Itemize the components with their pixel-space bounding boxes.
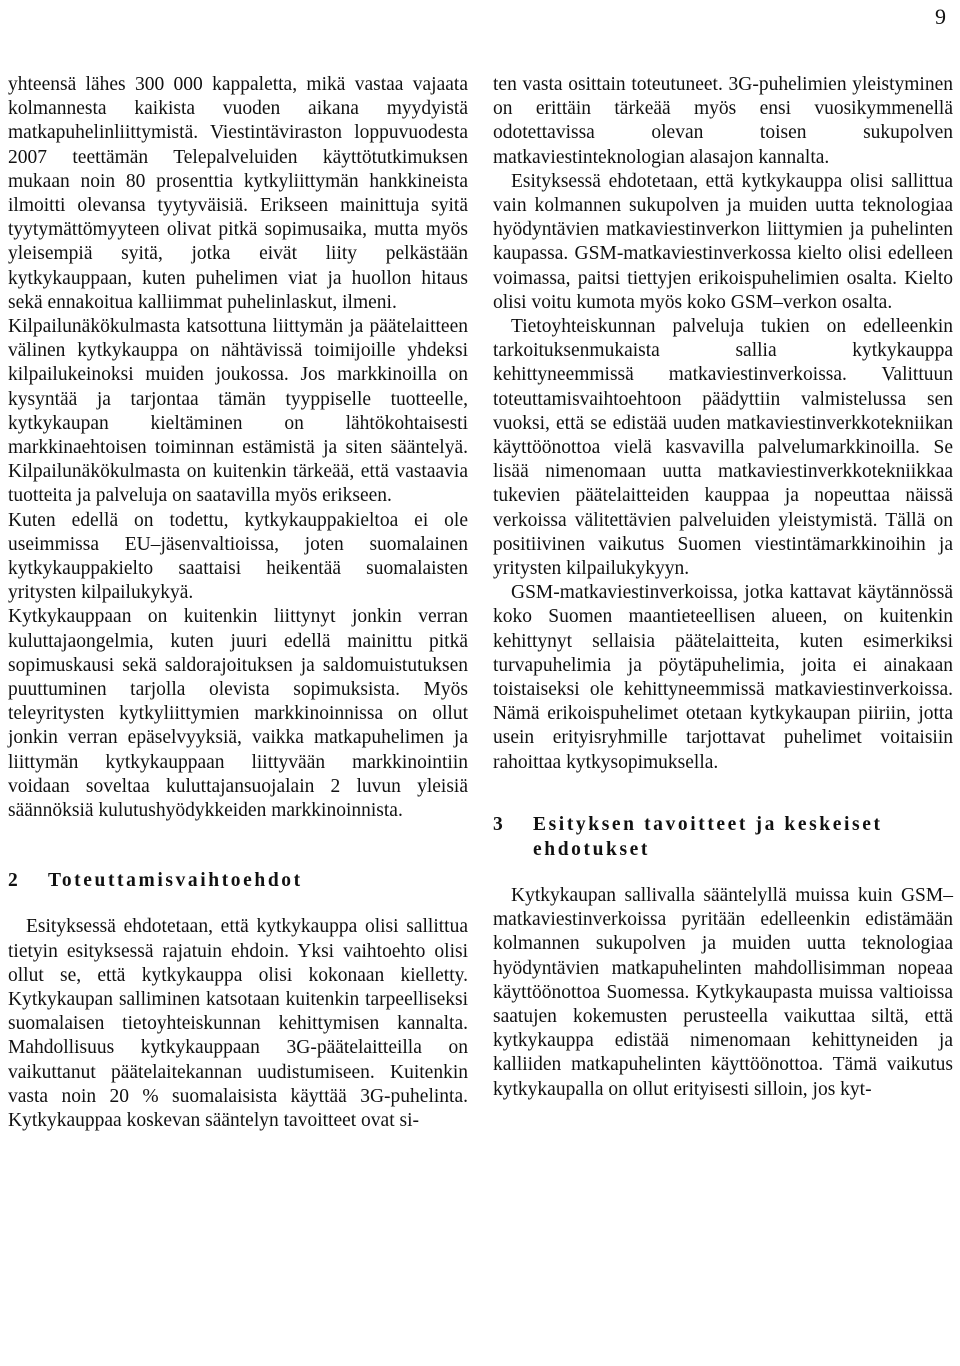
paragraph: Kilpailunäkökulmasta katsottuna liittymän ja päätelaitteen välinen kytkykauppa on nähtävissä toimijoille yhdeksi kilpailukeinoksi muiden joukossa. Jos markkinoilla on kysyntää ja tarjontaa tämän tyyppiselle tuotteelle, kytkykaupan kieltäminen on lähtökohtaisesti markkinaehtoisen toiminnan estämistä ja siten sääntelyä. Kilpailunäkökulmasta on kuitenkin tärkeää, että vastaavia tuotteita ja palveluja on saatavilla myös erikseen. — [8, 316, 468, 507]
paragraph: GSM-matkaviestinverkoissa, jotka kattavat käytännössä koko Suomen maantieteellisen alueen, on kuitenkin kehittynyt sellaisia päätelaitteita, kuten esimerkiksi turvapuhelimia ja pöytäpuhelimia, joita ei ainakaan toistaiseksi ole kehittyneemmissä matkaviestinverkoissa. Nämä erikoispuhelimet otetaan kytkykaupan piiriin, jotta usein erityisryhmille tarjottavat puhelimet voitaisiin rahoittaa kytkysopimuksella. — [493, 582, 953, 773]
paragraph: Esityksessä ehdotetaan, että kytkykauppa olisi sallittua tietyin esityksessä rajatuin ehdoin. Yksi vaihtoehto olisi ollut se, että kytkykauppa olisi kokonaan kielletty. Kytkykaupan salliminen katsotaan kuitenkin tarpeelliseksi suomalaisen tietoyhteiskunnan kehittymisen kannalta. Mahdollisuus kytkykauppaan 3G-päätelaitteilla on vaikuttanut päätelaitekannan uudistumiseen. Kuitenkin vasta noin 20 % suomalaisista käyttää 3G-puhelinta. Kytkykauppaa koskevan sääntelyn tavoitteet ovat si- — [8, 916, 468, 1131]
section-number: 2 — [8, 870, 18, 892]
section-number: 3 — [493, 813, 503, 835]
paragraph: Tietoyhteiskunnan palveluja tukien on edelleenkin tarkoituksenmukaista sallia kytkykauppa kehittyneemmissä matkaviestinverkoissa. Valittuun toteuttamisvaihtoehtoon päädyttiin valmistelussa sen vuoksi, että se edistää uuden matkaviestinverkkotekniikan käyttöönottoa vielä kasvavilla palvelumarkkinoilla. Se lisää nimenomaan uutta matkaviestinverkkotekniikkaa tukevien päätelaitteiden kauppaa ja nopeuttaa näissä verkoissa välitettävien palveluiden yleistymistä. Tällä on positiivinen vaikutus Suomen viestintämarkkinoihin ja yritysten kilpailukykyyn. — [493, 316, 953, 580]
paragraph: Kuten edellä on todettu, kytkykauppakieltoa ei ole useimmissa EU–jäsenvaltioissa, joten suomalainen kytkykauppakielto saattaisi heikentää suomalaisten yritysten kilpailukykyä. — [8, 509, 468, 604]
paragraph: yhteensä lähes 300 000 kappaletta, mikä vastaa vajaata kolmannesta kaikista vuoden aikana myydyistä matkapuhelinliittymistä. Viestintäviraston loppuvuodesta 2007 teettämän Telepalveluiden käyttötutkimuksen mukaan noin 80 prosenttia kytkyliittymän hankkineista ilmoitti olevansa tyytyväisiä. Erikseen mainittuja syitä tyytymättömyyteen olivat pitkä sopimusaika, mutta myös yleisempiä syitä, jotka eivät liity pelkästään kytkykauppaan, kuten puhelimen viat ja huollon hitaus sekä ennakoitua kalliimmat puhelinlaskut, ilmeni. — [8, 74, 468, 313]
right-column — [493, 73, 953, 1102]
section-title: Toteuttamisvaihtoehdot — [48, 870, 303, 892]
section-title: Esityksen tavoitteet ja keskeiset ehdotukset — [533, 813, 883, 860]
paragraph: Kytkykauppaan on kuitenkin liittynyt jonkin verran kuluttajaongelmia, kuten juuri edellä mainittu pitkä sopimuskausi sekä saldorajoituksen ja saldomuistutuksen puuttuminen tarjolla olevista sopimuksista. Myös teleyritysten kytkyliittymien markkinoinnissa on ollut jonkin verran epäselvyyksiä, vaikka matkapuhelimen ja liittymän kytkykauppaan liittyvään markkinointiin voidaan soveltaa kuluttajansuojalain 2 luvun yleisiä säännöksiä kulutushyödykkeiden markkinoinnista. — [8, 606, 468, 822]
section-heading-3 — [493, 812, 953, 862]
paragraph: Kytkykaupan sallivalla sääntelyllä muissa kuin GSM–matkaviestinverkoissa pyritään edelleenkin edistämään kolmannen sukupolven ja muiden uutta teknologiaa hyödyntävien matkapuhelinten mahdollisimman nopeaa käyttöönottoa Suomessa. Kytkykaupasta muissa valtioissa saatujen kokemusten perusteella vaikuttaa siltä, että kytkykauppa edistää nimenomaan kehittyneiden ja kalliiden matkapuhelinten käyttöönottoa. Tämä vaikutus kytkykaupalla on ollut erityisesti silloin, jos kyt- — [493, 884, 953, 1100]
page-number: 9 — [935, 4, 946, 29]
paragraph: Esityksessä ehdotetaan, että kytkykauppa olisi sallittua vain kolmannen sukupolven ja muiden uutta teknologiaa hyödyntävien matkaviestinverkon liittymien ja puhelinten kaupassa. GSM-matkaviestinverkossa kielto olisi edelleen voimassa, paitsi tiettyjen erikoispuhelimien osalta. Kielto olisi voitu kumota myös koko GSM–verkon osalta. — [493, 170, 953, 313]
paragraph: ten vasta osittain toteutuneet. 3G-puhelimien yleistyminen on erittäin tärkeää myös ensi vuosikymmenellä odotettavissa olevan toisen sukupolven matkaviestinteknologian alasajon kannalta. — [493, 74, 953, 168]
left-column — [8, 73, 468, 1133]
section-heading-2 — [8, 868, 468, 893]
